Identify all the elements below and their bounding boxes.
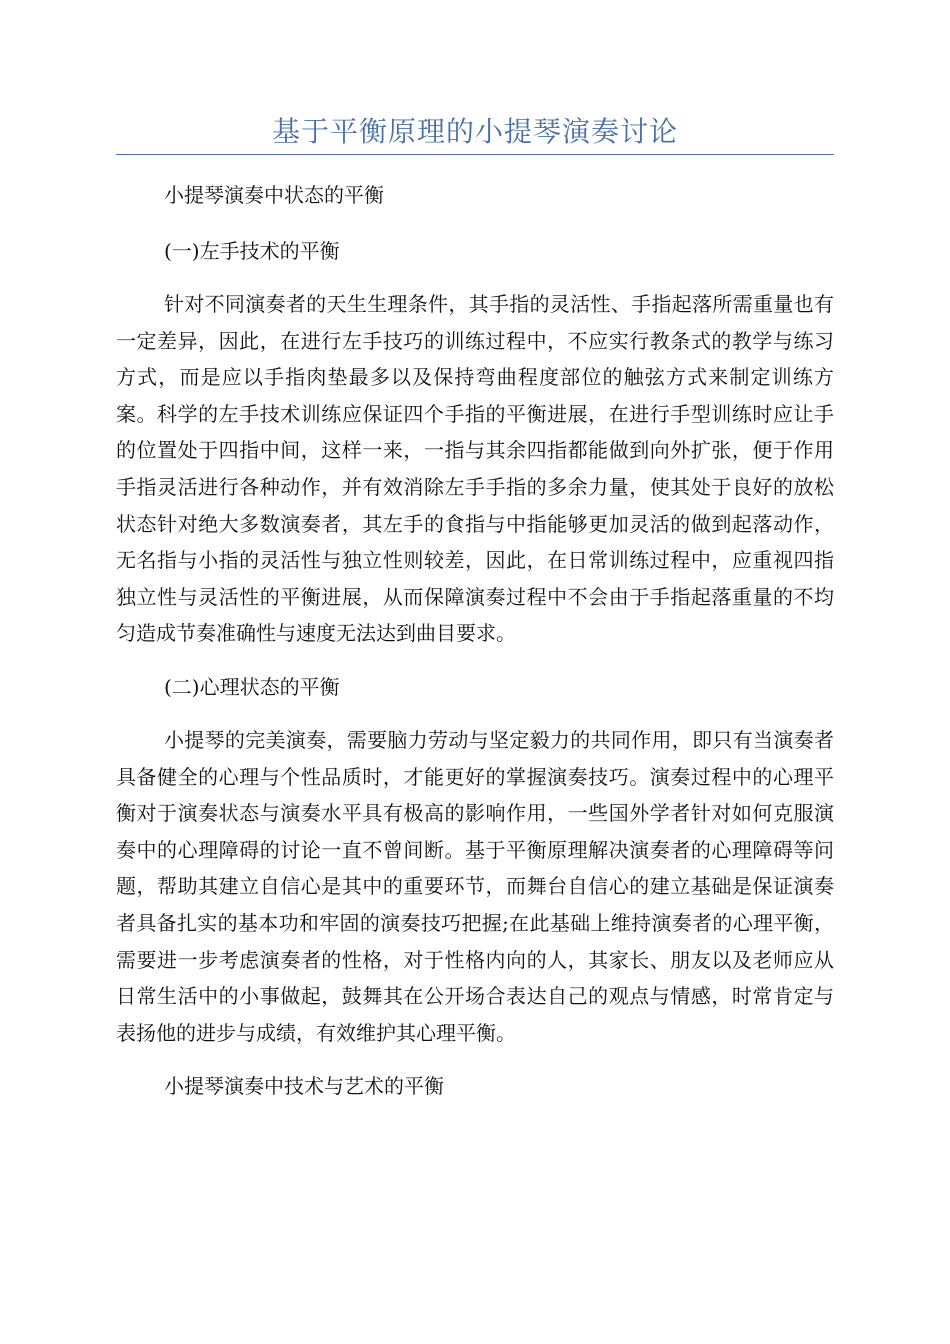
paragraph-left-hand: 针对不同演奏者的天生生理条件，其手指的灵活性、手指起落所需重量也有一定差异，因此，在进行左手技巧的训练过程中，不应实行教条式的教学与练习方式，而是应以手指肉垫最多以及保持弯曲程度部位的触弦方式来制定训练方案。科学的左手技术训练应保证四个手指的平衡进展，在进行手型训练时应让手的位置处于四指中间，这样一来，一指与其余四指都能做到向外扩张，便于作用手指灵活进行各种动作，并有效消除左手手指的多余力量，使其处于良好的放松状态针对绝大多数演奏者，其左手的食指与中指能够更加灵活的做到起落动作，无名指与小指的灵活性与独立性则较差，因此，在日常训练过程中，应重视四指独立性与灵活性的平衡进展，从而保障演奏过程中不会由于手指起落重量的不均匀造成节奏准确性与速度无法达到曲目要求。 [116,292,834,646]
paragraph-psychology: 小提琴的完美演奏，需要脑力劳动与坚定毅力的共同作用，即只有当演奏者具备健全的心理与个性品质时，才能更好的掌握演奏技巧。演奏过程中的心理平衡对于演奏状态与演奏水平具有极高的影响作用，一些国外学者针对如何克服演奏中的心理障碍的讨论一直不曾间断。基于平衡原理解决演奏者的心理障碍等问题，帮助其建立自信心是其中的重要环节，而舞台自信心的建立基础是保证演奏者具备扎实的基本功和牢固的演奏技巧把握;在此基础上维持演奏者的心理平衡，需要进一步考虑演奏者的性格，对于性格内向的人，其家长、朋友以及老师应从日常生活中的小事做起，鼓舞其在公开场合表达自己的观点与情感，时常肯定与表扬他的进步与成绩，有效维护其心理平衡。 [116,727,834,1045]
section-heading-technique-art: 小提琴演奏中技术与艺术的平衡 [164,1074,444,1099]
subsection-heading-left-hand: (一)左手技术的平衡 [164,239,340,263]
subsection-heading-psychology: (二)心理状态的平衡 [164,674,340,699]
title-underline [116,154,834,155]
document-body [116,176,834,1105]
section-heading-state-balance: 小提琴演奏中状态的平衡 [164,183,384,207]
document-title: 基于平衡原理的小提琴演奏讨论 [271,115,678,148]
